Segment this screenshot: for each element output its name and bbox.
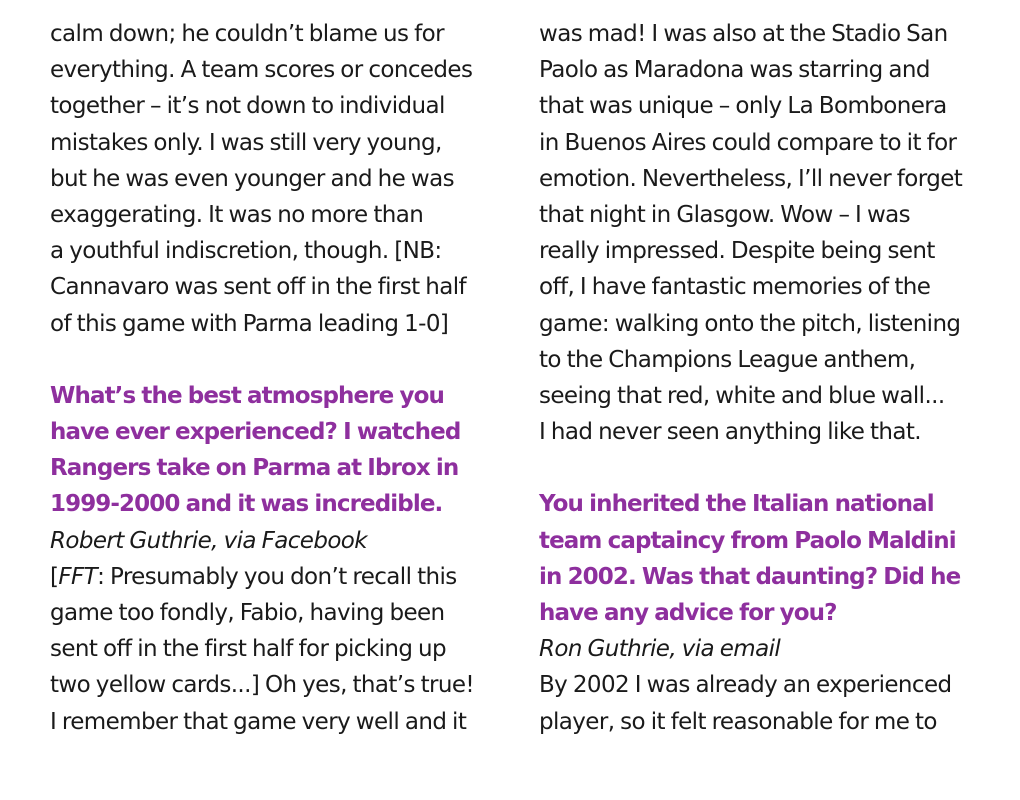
question-line: in 2002. Was that daunting? Did he <box>539 563 961 590</box>
body-line: that night in Glasgow. Wow – I was <box>539 201 911 228</box>
body-line: everything. A team scores or concedes <box>50 57 473 84</box>
body-line: was mad! I was also at the Stadio San <box>539 21 948 47</box>
question-attribution: Ron Guthrie, via email <box>539 636 781 663</box>
body-line: two yellow cards...] Oh yes, that’s true! <box>50 672 475 699</box>
right-column <box>539 16 1009 740</box>
question-line: What’s the best atmosphere you <box>50 382 444 409</box>
question-line: have ever experienced? I watched <box>50 419 461 446</box>
body-line: but he was even younger and he was <box>50 165 455 192</box>
body-line: I remember that game very well and it <box>50 708 467 735</box>
body-line: really impressed. Despite being sent <box>539 238 935 265</box>
question-line: Rangers take on Parma at Ibrox in <box>50 455 459 482</box>
paragraph-gap <box>50 342 520 378</box>
body-text: : Presumably you don’t recall this <box>97 563 457 590</box>
body-line: together – it’s not down to individual <box>50 93 445 120</box>
body-line: exaggerating. It was no more than <box>50 201 424 228</box>
body-line: player, so it felt reasonable for me to <box>539 708 937 735</box>
left-column <box>50 16 520 740</box>
body-line: game too fondly, Fabio, having been <box>50 600 445 626</box>
body-line: that was unique – only La Bombonera <box>539 93 947 120</box>
body-line: game: walking onto the pitch, listening <box>539 310 961 337</box>
question-line: team captaincy from Paolo Maldini <box>539 527 956 554</box>
body-line: off, I have fantastic memories of the <box>539 274 931 301</box>
body-line: calm down; he couldn’t blame us for <box>50 21 444 47</box>
body-line: Cannavaro was sent off in the first half <box>50 274 467 301</box>
body-line: of this game with Parma leading 1-0] <box>50 310 449 337</box>
body-line: seeing that red, white and blue wall... <box>539 382 945 409</box>
paragraph-gap <box>539 450 1009 486</box>
body-line: to the Champions League anthem, <box>539 346 916 373</box>
body-line <box>50 559 520 595</box>
bracket-open: [ <box>50 563 59 590</box>
body-line: mistakes only. I was still very young, <box>50 129 442 156</box>
body-line: Paolo as Maradona was starring and <box>539 57 930 84</box>
question-line: have any advice for you? <box>539 600 837 626</box>
body-line: I had never seen anything like that. <box>539 419 922 446</box>
body-line: a youthful indiscretion, though. [NB: <box>50 238 442 265</box>
question-line: 1999-2000 and it was incredible. <box>50 491 443 518</box>
body-line: in Buenos Aires could compare to it for <box>539 129 957 156</box>
question-attribution: Robert Guthrie, via Facebook <box>50 527 367 554</box>
magazine-abbrev: FFT <box>58 563 98 590</box>
body-line: sent off in the first half for picking up <box>50 636 447 663</box>
question-line: You inherited the Italian national <box>539 491 934 518</box>
body-line: emotion. Nevertheless, I’ll never forget <box>539 165 963 192</box>
body-line: By 2002 I was already an experienced <box>539 672 952 699</box>
